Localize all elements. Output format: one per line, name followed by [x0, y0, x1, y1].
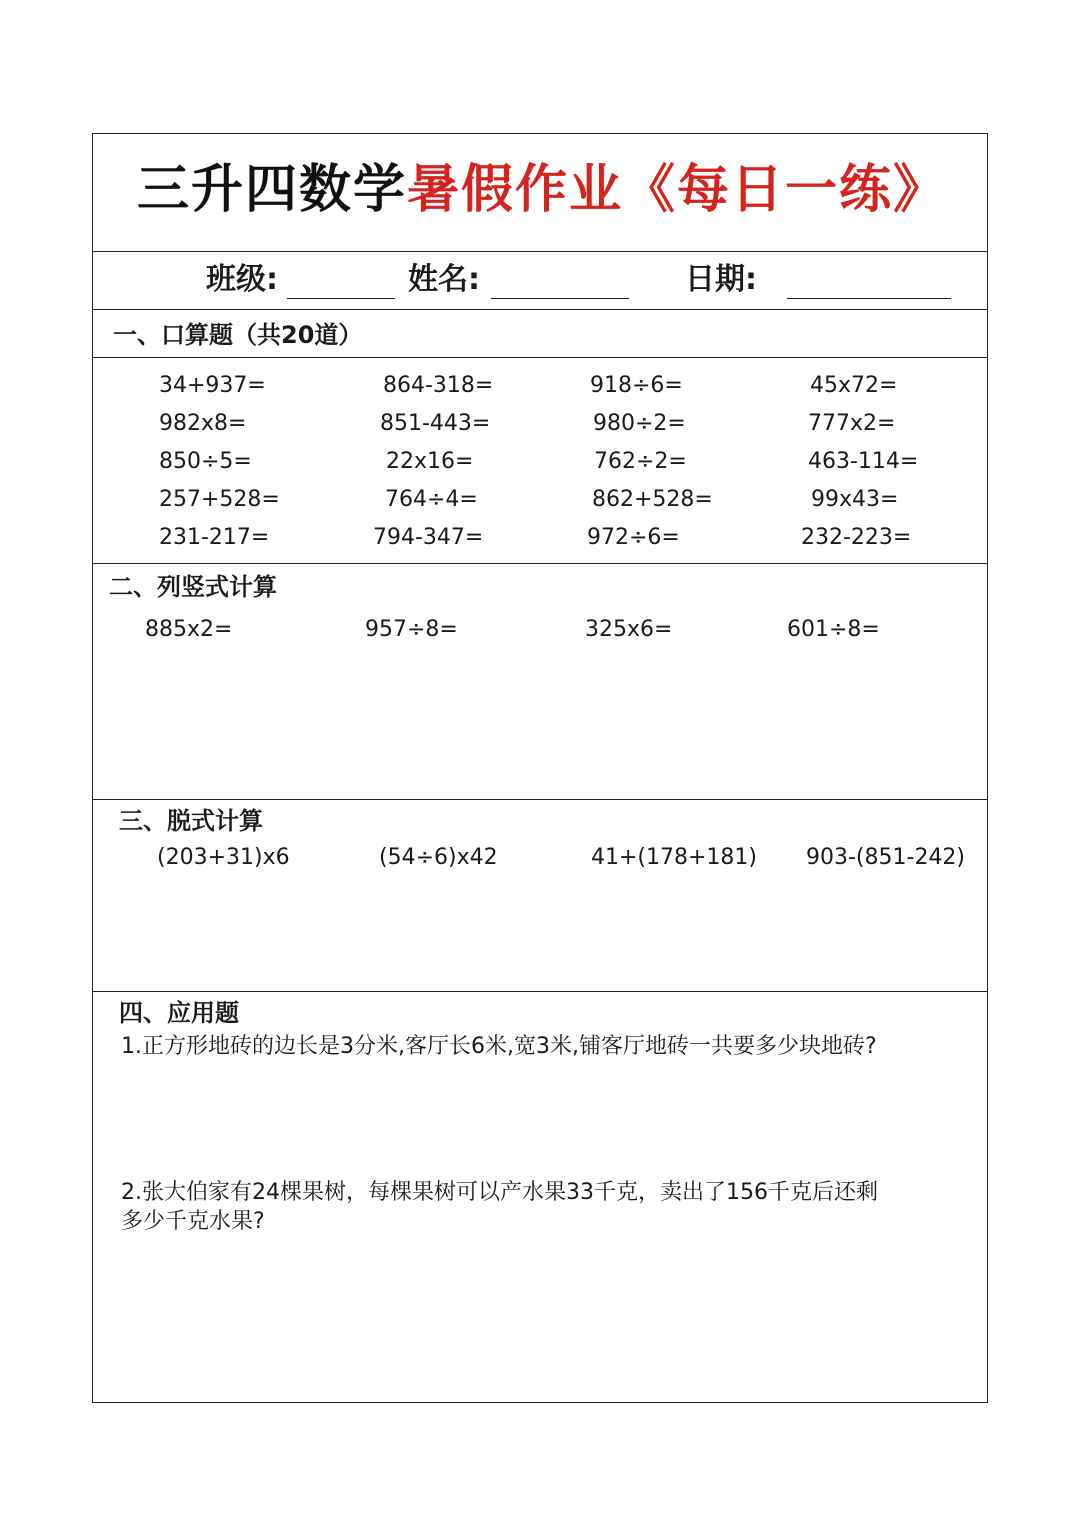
- oral-problem: 45x72=: [810, 373, 898, 398]
- section3: [93, 800, 987, 992]
- section2-heading: 二、列竖式计算: [109, 573, 277, 601]
- oral-problem: 862+528=: [592, 487, 713, 512]
- oral-problem: 34+937=: [159, 373, 266, 398]
- section4-heading: 四、应用题: [119, 999, 239, 1027]
- vertical-problem: 325x6=: [585, 617, 673, 642]
- word-problem-2-line1: 2.张大伯家有24棵果树，每棵果树可以产水果33千克，卖出了156千克后还剩: [121, 1180, 878, 1205]
- title-part-red: 暑假作业《每日一练》: [407, 160, 948, 220]
- date-field[interactable]: [787, 298, 951, 299]
- oral-problem: 231-217=: [159, 525, 270, 550]
- stepwise-problem: (203+31)x6: [157, 845, 290, 870]
- name-label: 姓名:: [408, 262, 480, 297]
- section1-heading: 一、口算题（共20道）: [113, 321, 363, 349]
- oral-problem: 980÷2=: [593, 411, 686, 436]
- word-problem-1: 1.正方形地砖的边长是3分米,客厅长6米,宽3米,铺客厅地砖一共要多少块地砖?: [121, 1034, 877, 1059]
- vertical-problem: 885x2=: [145, 617, 233, 642]
- section4: [93, 992, 987, 1402]
- oral-problem: 762÷2=: [594, 449, 687, 474]
- oral-problem: 982x8=: [159, 411, 247, 436]
- title-row: [93, 134, 987, 252]
- oral-problem: 864-318=: [383, 373, 494, 398]
- section1-header: [93, 310, 987, 358]
- stepwise-problem: 903-(851-242): [806, 845, 966, 870]
- oral-problem: 777x2=: [808, 411, 896, 436]
- date-label: 日期:: [685, 262, 757, 297]
- oral-problem: 232-223=: [801, 525, 912, 550]
- stepwise-problem: 41+(178+181): [591, 845, 758, 870]
- title-part-black: 三升四数学: [137, 160, 408, 220]
- oral-problem: 794-347=: [373, 525, 484, 550]
- oral-problem: 972÷6=: [587, 525, 680, 550]
- class-label: 班级:: [206, 262, 278, 297]
- worksheet: [92, 133, 988, 1403]
- oral-problem: 851-443=: [380, 411, 491, 436]
- oral-problem: 463-114=: [808, 449, 919, 474]
- section2: [93, 564, 987, 800]
- class-field[interactable]: [287, 298, 395, 299]
- oral-problem: 764÷4=: [385, 487, 478, 512]
- oral-problem: 99x43=: [811, 487, 899, 512]
- name-field[interactable]: [491, 298, 629, 299]
- oral-problem: 918÷6=: [590, 373, 683, 398]
- vertical-problem: 957÷8=: [365, 617, 458, 642]
- vertical-problem: 601÷8=: [787, 617, 880, 642]
- stepwise-problem: (54÷6)x42: [379, 845, 498, 870]
- page-title: [137, 158, 947, 222]
- section3-heading: 三、脱式计算: [119, 807, 263, 835]
- section1-body: [93, 358, 987, 564]
- oral-problem: 22x16=: [386, 449, 474, 474]
- oral-problem: 257+528=: [159, 487, 280, 512]
- info-row: [93, 252, 987, 310]
- word-problem-2-line2: 多少千克水果?: [121, 1209, 265, 1234]
- oral-problem: 850÷5=: [159, 449, 252, 474]
